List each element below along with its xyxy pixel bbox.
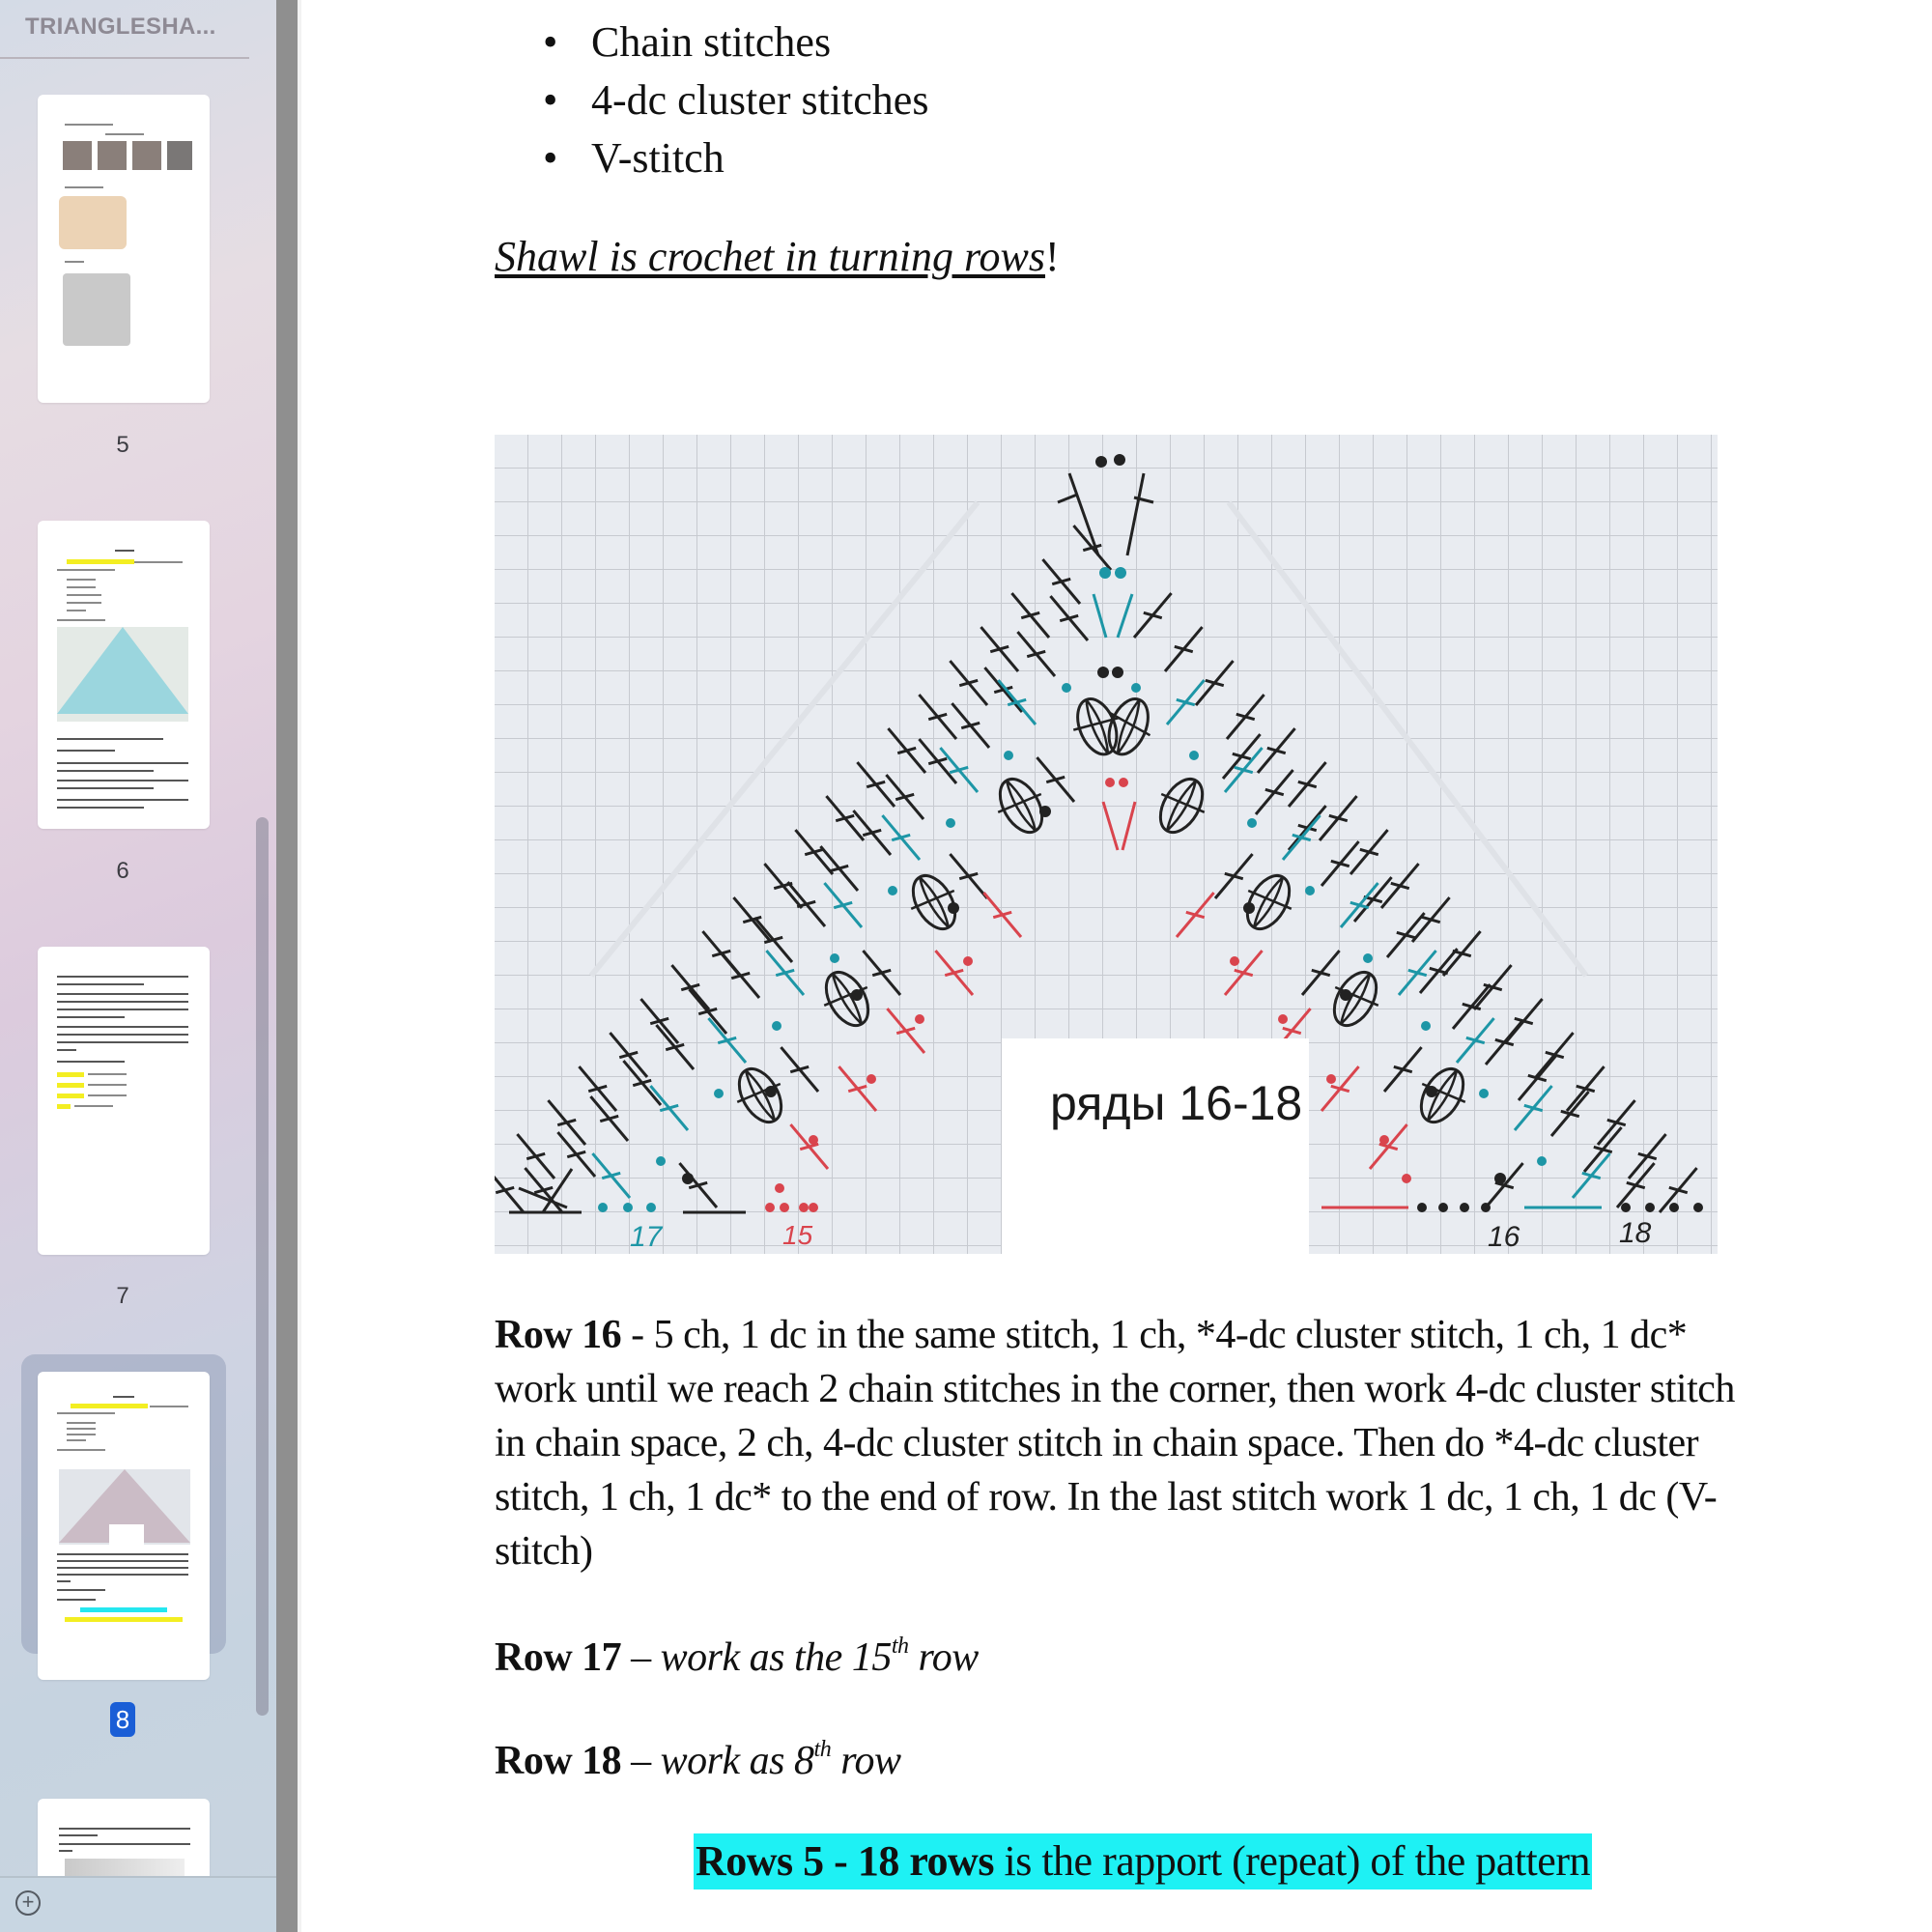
sidebar-footer [0, 1876, 276, 1932]
add-page-button[interactable] [15, 1890, 41, 1916]
page-number-7: 7 [116, 1283, 129, 1309]
document-title: TRIANGLESHA... [25, 14, 216, 40]
page-thumbnail-sidebar [0, 0, 276, 1932]
row-label-15: 15 [782, 1220, 813, 1250]
stitch-list-item: • 4-dc cluster stitches [543, 71, 928, 129]
crochet-chart-diagram [495, 435, 1718, 1254]
diagram-caption-box [1002, 1038, 1309, 1254]
turning-rows-note: Shawl is crochet in turning rows! [495, 233, 1060, 280]
sidebar-divider [0, 57, 249, 59]
row-16-instructions: Row 16 - 5 ch, 1 dc in the same stitch, 1 ch, *4-dc cluster stitch, 1 ch, 1 dc* work until we reach 2 chain stitches in the corner, then work 4-dc cluster stitch in chain space, 2 ch, 4-dc cluster stitch in chain space. Then do *4-dc cluster stitch, 1 ch, 1 dc* to the end of row. In the last stitch work 1 dc, 1 ch, 1 dc (V-stitch) [495, 1313, 1735, 1574]
row-label-16: 16 [1488, 1221, 1520, 1253]
plus-icon: + [21, 1889, 35, 1914]
rapport-highlight: Rows 5 - 18 rows is the rapport (repeat) of the pattern [694, 1833, 1592, 1889]
sidebar-scrollbar[interactable] [256, 817, 269, 1716]
page-thumbnail-8[interactable] [38, 1372, 210, 1680]
page-number-6: 6 [116, 858, 129, 884]
row-label-17: 17 [630, 1221, 663, 1253]
document-page [301, 0, 1932, 1932]
stitch-list-item: • Chain stitches [543, 14, 928, 71]
page-number-8: 8 [0, 1702, 245, 1737]
page-thumbnail-7[interactable] [38, 947, 210, 1255]
page-thumbnail-5[interactable] [38, 95, 210, 403]
sidebar-splitter[interactable] [276, 0, 298, 1932]
row-17-instructions: Row 17 – work as the 15th row [495, 1634, 979, 1680]
diagram-caption: ряды 16-18 [1050, 1076, 1303, 1130]
page-thumbnail-6[interactable] [38, 521, 210, 829]
page-number-5: 5 [116, 432, 129, 458]
row-18-instructions: Row 18 – work as 8th row [495, 1737, 901, 1783]
stitch-list [543, 14, 928, 187]
stitch-list-item: • V-stitch [543, 129, 928, 187]
row-label-18: 18 [1619, 1217, 1652, 1249]
